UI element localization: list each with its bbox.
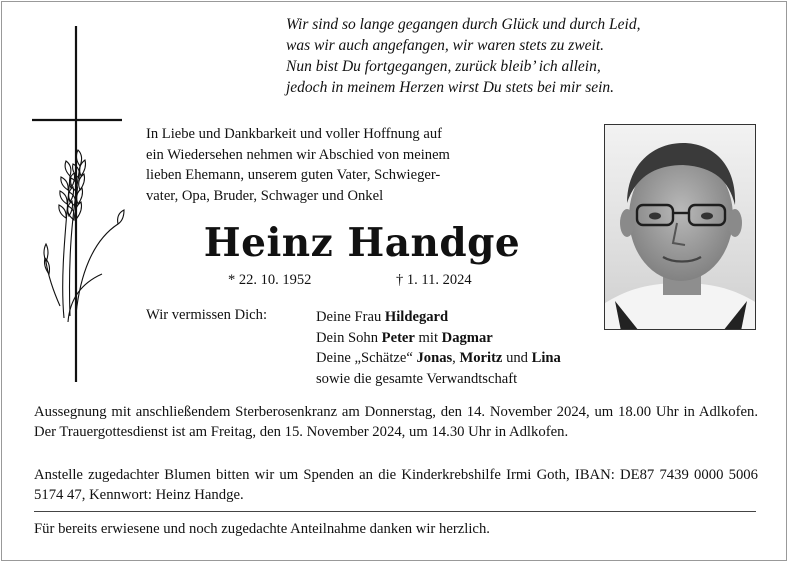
mourner-row: sowie die gesamte Verwandtschaft	[316, 370, 518, 387]
poem-line: Wir sind so lange gegangen durch Glück und durch Leid,	[286, 16, 641, 33]
mourner-row: Deine Frau Hildegard	[316, 309, 449, 325]
poem-line: was wir auch angefangen, wir waren stets zu zweit.	[286, 37, 605, 54]
intro-line: vater, Opa, Bruder, Schwager und Onkel	[146, 187, 384, 204]
mourner-row: Dein Sohn Peter mit Dagmar	[316, 329, 493, 346]
intro-line: In Liebe und Dankbarkeit und voller Hoffnung auf	[146, 126, 442, 142]
birth-date: * 22. 10. 1952	[228, 272, 312, 288]
thanks-text: Für bereits erwiesene und noch zugedachte Anteilnahme danken wir herzlich.	[34, 521, 490, 537]
intro-text	[146, 124, 586, 206]
death-date: † 1. 11. 2024	[396, 272, 472, 288]
intro-line: ein Wiedersehen nehmen wir Abschied von meinem	[146, 146, 450, 163]
deceased-name: Heinz Handge	[203, 220, 521, 266]
intro-line: lieben Ehemann, unserem guten Vater, Schwieger-	[146, 167, 441, 184]
poem	[286, 14, 756, 98]
portrait-photo-illustration	[605, 125, 756, 330]
donation-text: Anstelle zugedachter Blumen bitten wir um Spenden an die Kinderkrebshilfe Irmi Goth, IBAN: DE87 7439 0000 5006 5174 47, Kennwort: Heinz Handge.	[34, 467, 758, 503]
poem-line: jedoch in meinem Herzen wirst Du stets bei mir sein.	[286, 79, 615, 96]
portrait-photo	[604, 124, 756, 330]
mourners-label: Wir vermissen Dich:	[146, 307, 267, 323]
poem-line: Nun bist Du fortgegangen, zurück bleib’ ich allein,	[286, 58, 601, 75]
divider	[34, 511, 756, 512]
funeral-text: Aussegnung mit anschließendem Sterberosenkranz am Donnerstag, den 14. November 2024, um 18.00 Uhr in Adlkofen. Der Trauergottesdienst ist am Freitag, den 15. November 2024, um 14.30 Uhr in Adlkofen.	[34, 404, 758, 440]
cross-with-wheat-icon	[30, 26, 130, 382]
mourner-row: Deine „Schätze“ Jonas, Moritz und Lina	[316, 350, 561, 366]
mourners-list	[316, 307, 561, 389]
